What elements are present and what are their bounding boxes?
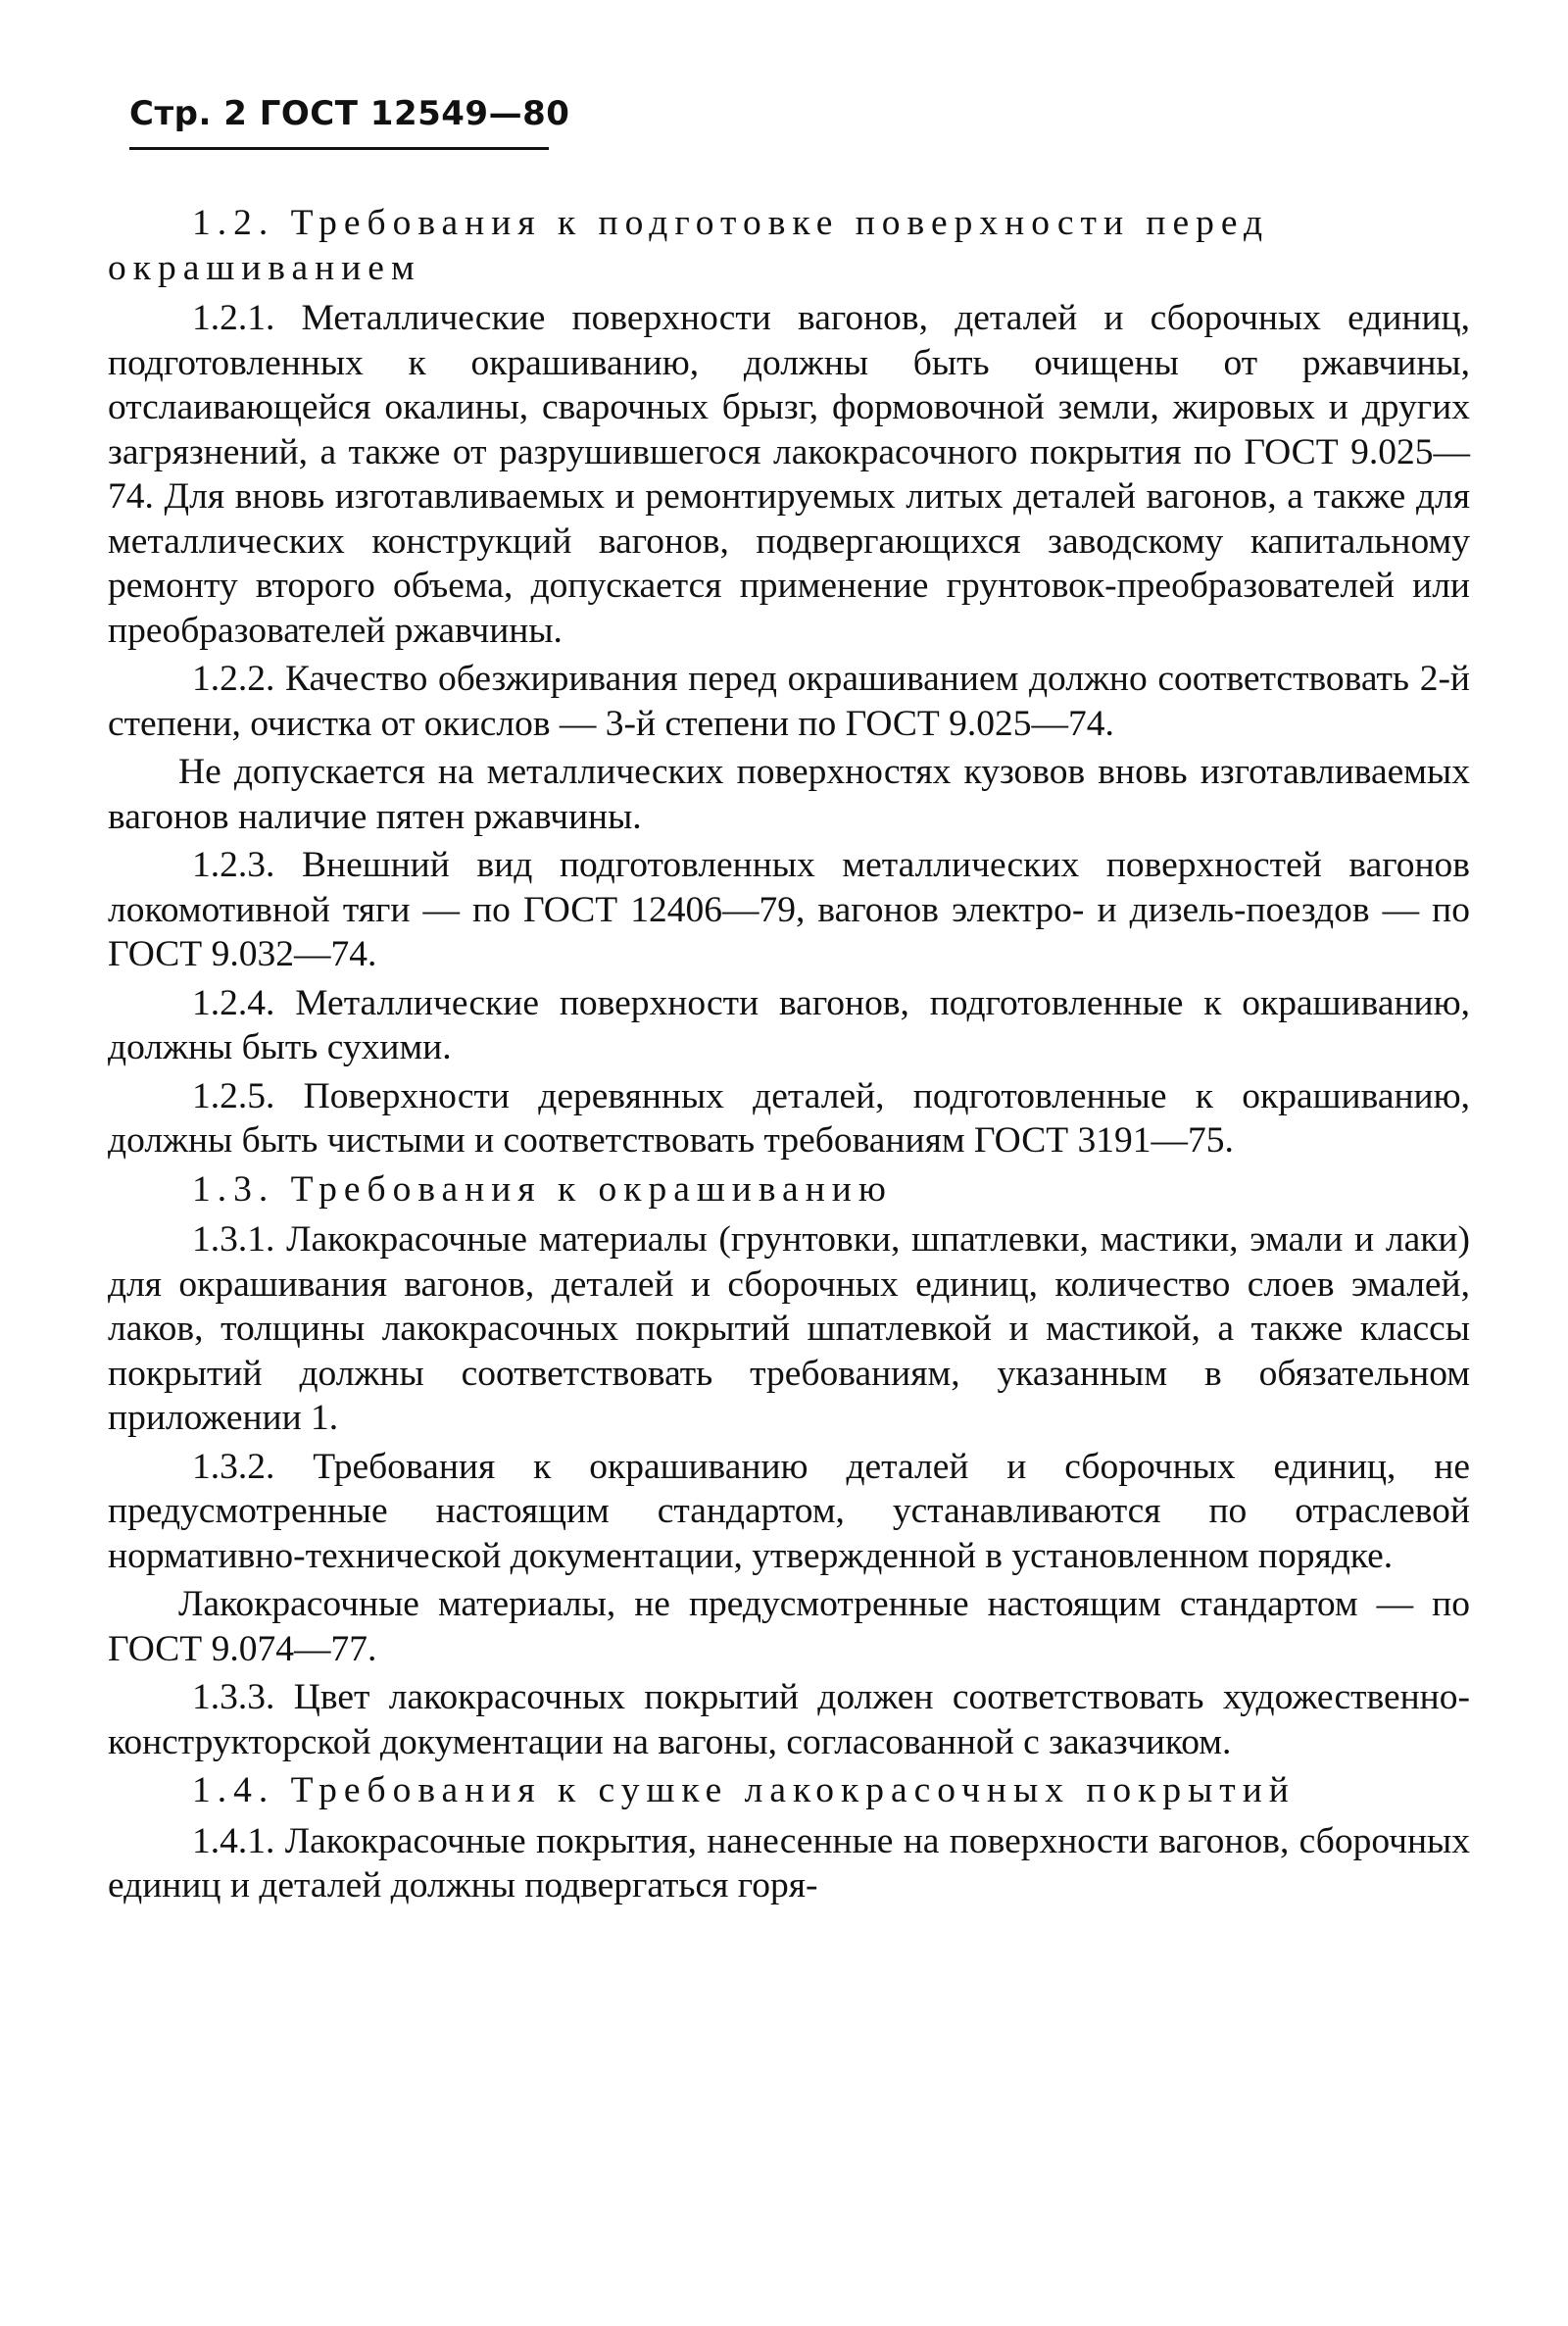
document-body	[108, 201, 1470, 1912]
paragraph: 1.3.1. Лакокрасочные материалы (грунтовки, шпатлевки, мастики, эмали и лаки) для окрашивания вагонов, деталей и сборочных единиц, количество слоев эмалей, лаков, толщины лакокрасочных покрытий шпатлевкой и мастикой, а также классы покрытий должны соответствовать требованиям, указанным в обязательном приложении 1.	[108, 1219, 1470, 1438]
paragraph: 1.3.2. Требования к окрашиванию деталей и сборочных единиц, не предусмотренные настоящим стандартом, устанавливаются по отраслевой нормативно-технической документации, утвержденной в установленном порядке.	[108, 1446, 1470, 1576]
paragraph: Лакокрасочные материалы, не предусмотренные настоящим стандартом — по ГОСТ 9.074—77.	[108, 1584, 1470, 1669]
page-header: Стр. 2 ГОСТ 12549—80	[129, 94, 570, 133]
header-rule	[129, 147, 549, 150]
paragraph: Не допускается на металлических поверхностях кузовов вновь изготавливаемых вагонов наличие пятен ржавчины.	[108, 752, 1470, 837]
section-heading: 1.4. Требования к сушке лакокрасочных покрытий	[192, 1770, 1296, 1810]
paragraph: 1.2.5. Поверхности деревянных деталей, подготовленные к окрашиванию, должны быть чистыми и соответствовать требованиям ГОСТ 3191—75.	[108, 1075, 1470, 1161]
document-page	[108, 0, 1470, 2326]
paragraph: 1.2.3. Внешний вид подготовленных металлических поверхностей вагонов локомотивной тяги — по ГОСТ 12406—79, вагонов электро- и дизель-поездов — по ГОСТ 9.032—74.	[108, 845, 1470, 974]
paragraph: 1.2.2. Качество обезжиривания перед окрашиванием должно соответствовать 2-й степени, очистка от окислов — 3-й степени по ГОСТ 9.025—74.	[108, 659, 1470, 744]
section-heading: 1.2. Требования к подготовке поверхности перед окрашиванием	[108, 203, 1270, 288]
paragraph: 1.4.1. Лакокрасочные покрытия, нанесенные на поверхности вагонов, сборочных единиц и деталей должны подвергаться горя-	[108, 1820, 1470, 1905]
paragraph: 1.3.3. Цвет лакокрасочных покрытий должен соответствовать художественно-конструкторской документации на вагоны, согласованной с заказчиком.	[108, 1677, 1470, 1762]
section-heading: 1.3. Требования к окрашиванию	[192, 1168, 893, 1210]
paragraph: 1.2.4. Металлические поверхности вагонов, подготовленные к окрашиванию, должны быть сухими.	[108, 982, 1470, 1067]
paragraph: 1.2.1. Металлические поверхности вагонов, деталей и сборочных единиц, подготовленных к окрашиванию, должны быть очищены от ржавчины, отслаивающейся окалины, сварочных брызг, формовочной земли, жировых и других загрязнений, а также от разрушившегося лакокрасочного покрытия по ГОСТ 9.025—74. Для вновь изготавливаемых и ремонтируемых литых деталей вагонов, а также для металлических конструкций вагонов, подвергающихся заводскому капитальному ремонту второго объема, допускается применение грунтовок-преобразователей или преобразователей ржавчины.	[108, 298, 1470, 651]
